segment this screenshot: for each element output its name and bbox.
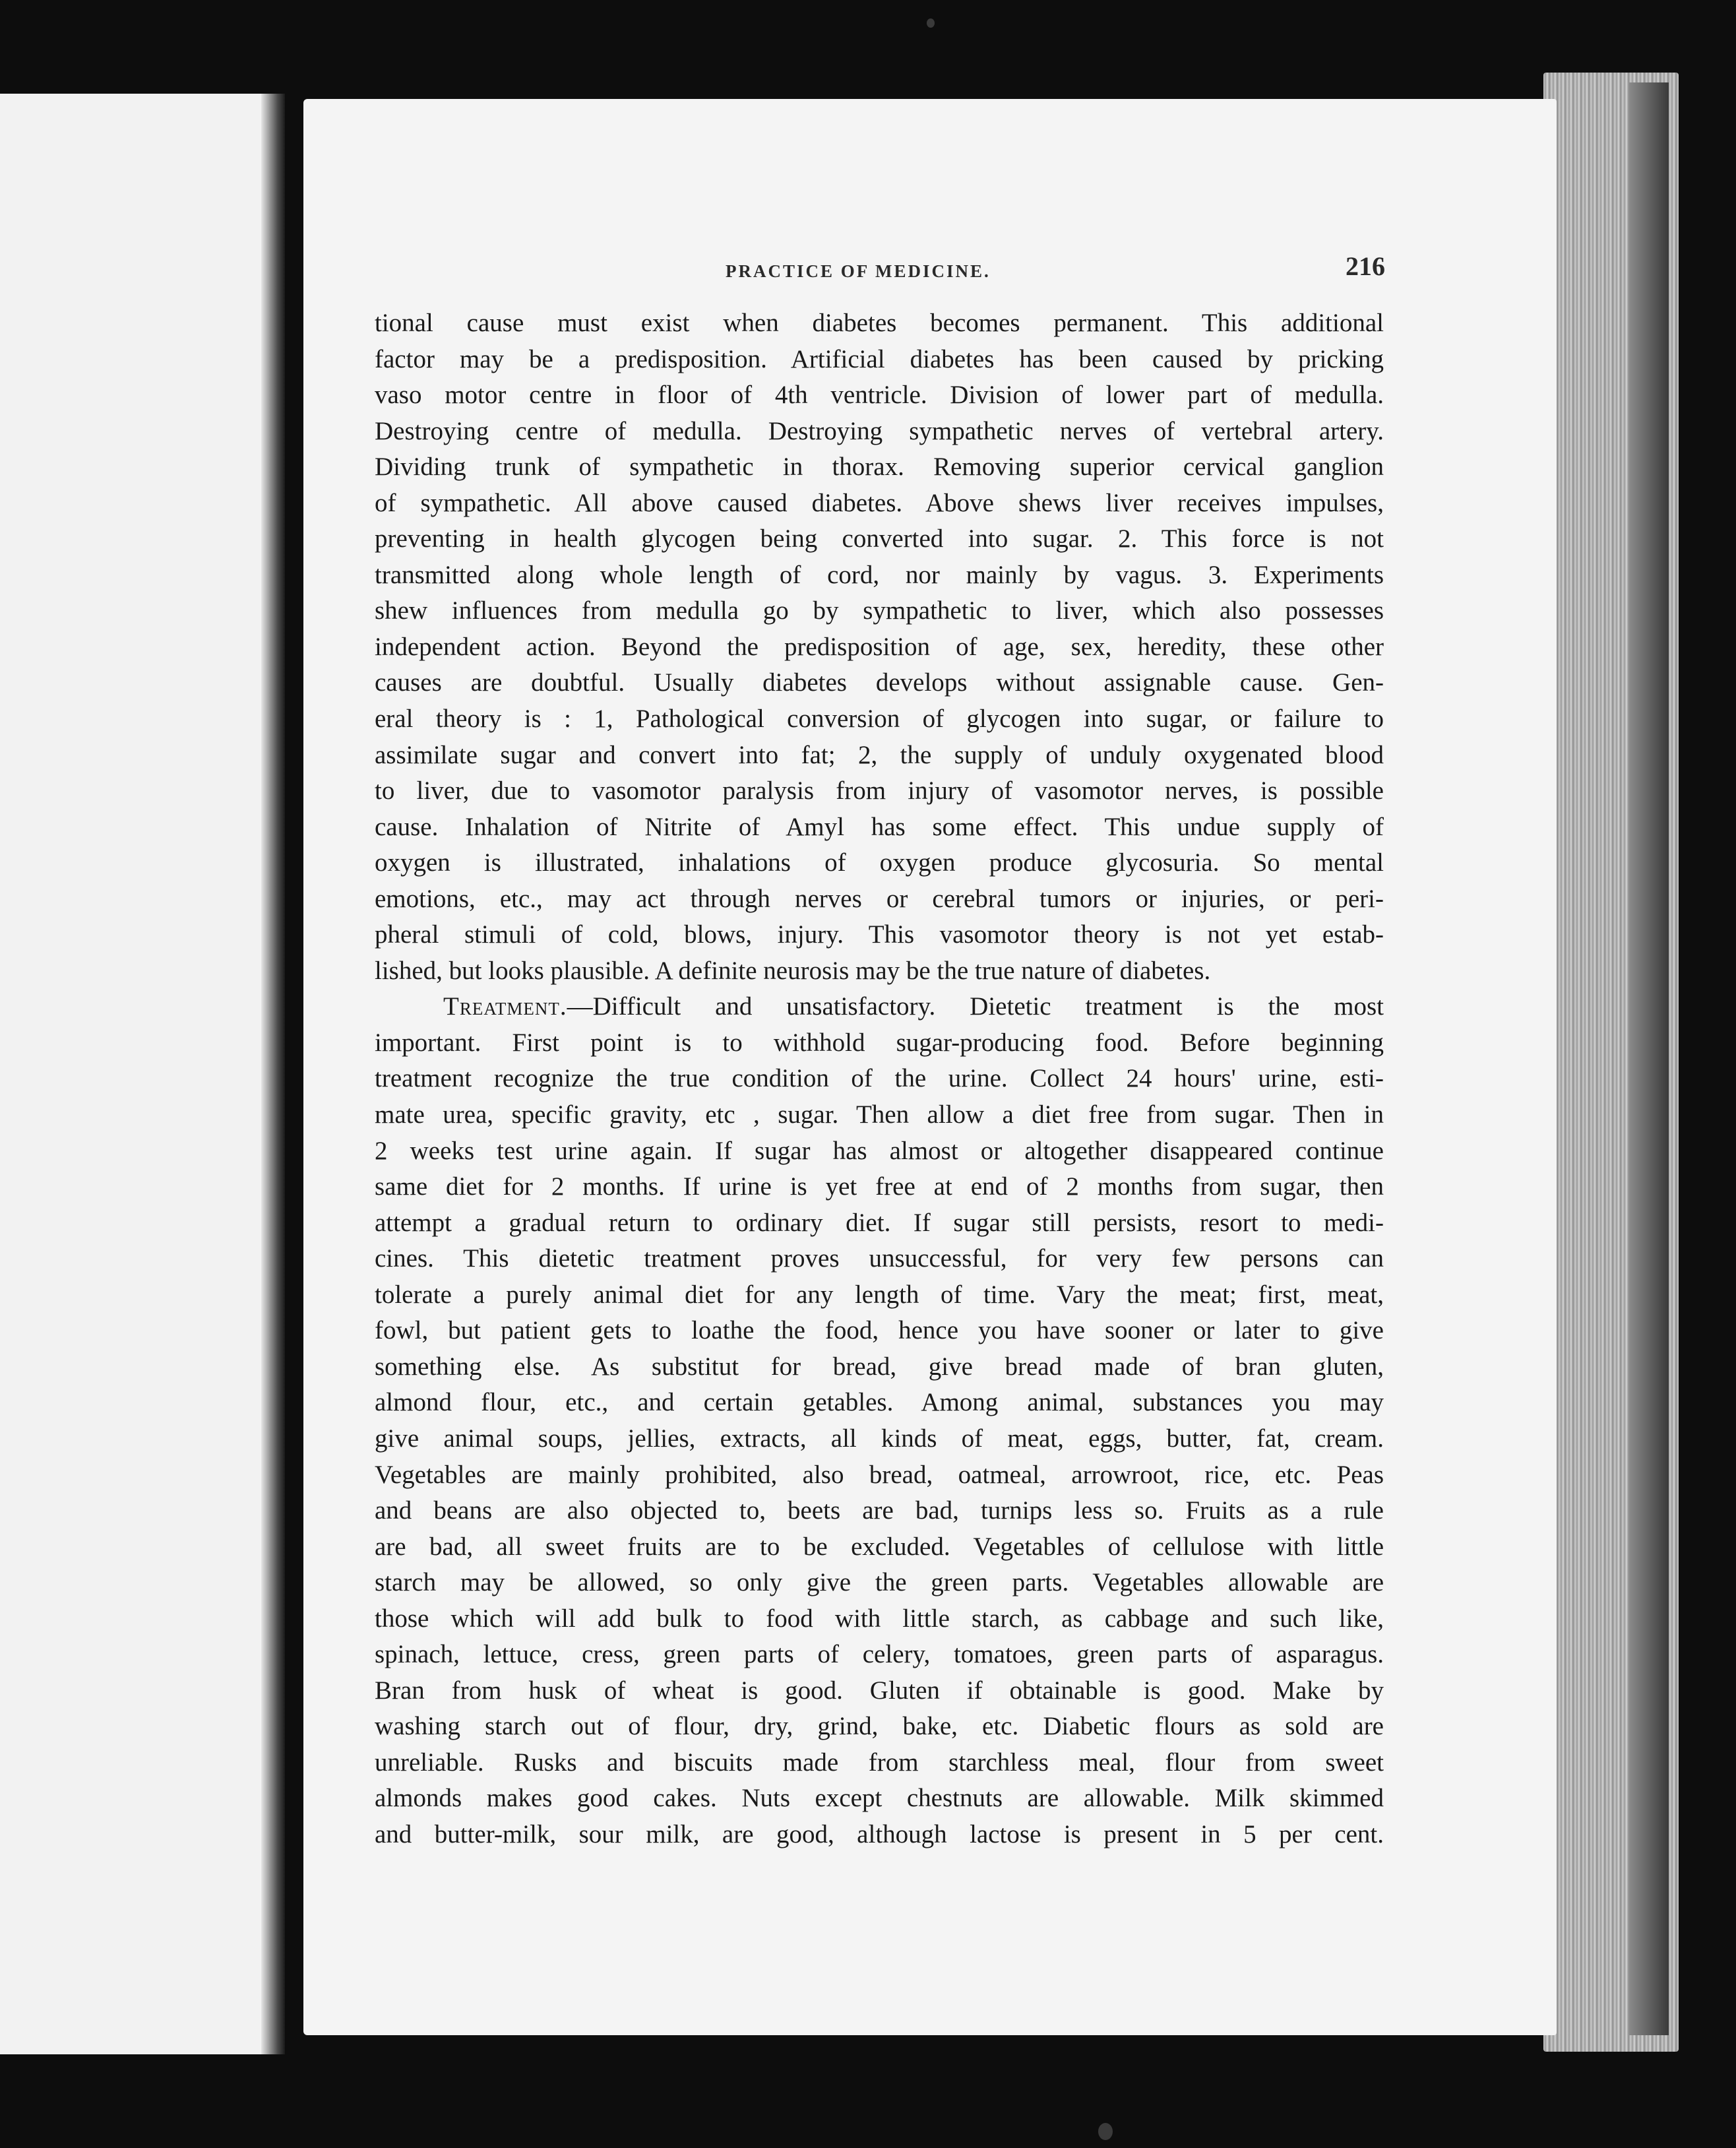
text-line: factor may be a predisposition. Artificial diabetes has been caused by pricking [375, 344, 1384, 373]
page-number: 216 [1346, 251, 1385, 281]
text-line: to liver, due to vasomotor paralysis from injury of vasomotor nerves, is possible [375, 776, 1384, 806]
text-line: Destroying centre of medulla. Destroying sympathetic nerves of vertebral artery. [375, 416, 1384, 445]
text-line: independent action. Beyond the predisposition of age, sex, heredity, these other [375, 632, 1384, 661]
text-line: fowl, but patient gets to loathe the food, hence you have sooner or later to give [375, 1316, 1384, 1345]
book-cover-edge [1629, 82, 1669, 2035]
gutter-shadow [261, 94, 285, 2054]
text-line: vaso motor centre in floor of 4th ventricle. Division of lower part of medulla. [375, 381, 1384, 410]
text-line: important. First point is to withhold sugar-producing food. Before beginning [375, 1028, 1384, 1057]
treatment-first-line [375, 989, 1384, 1025]
text-line: preventing in health glycogen being converted into sugar. 2. This force is not [375, 524, 1384, 553]
text-line: cines. This dietetic treatment proves unsuccessful, for very few persons can [375, 1244, 1384, 1273]
text-line: almonds makes good cakes. Nuts except chestnuts are allowable. Milk skimmed [375, 1784, 1384, 1813]
text-line: Bran from husk of wheat is good. Gluten if obtainable is good. Make by [375, 1676, 1384, 1705]
left-page [0, 94, 272, 2054]
text-line: Dividing trunk of sympathetic in thorax. Removing superior cervical ganglion [375, 453, 1384, 482]
text-line: and beans are also objected to, beets are bad, turnips less so. Fruits as a rule [375, 1496, 1384, 1525]
text-line: those which will add bulk to food with little starch, as cabbage and such like, [375, 1604, 1384, 1633]
text-line: Vegetables are mainly prohibited, also bread, oatmeal, arrowroot, rice, etc. Peas [375, 1460, 1384, 1489]
text-line: attempt a gradual return to ordinary diet. If sugar still persists, resort to medi- [375, 1208, 1384, 1237]
text-line: shew influences from medulla go by sympathetic to liver, which also possesses [375, 596, 1384, 625]
text-line: pheral stimuli of cold, blows, injury. This vasomotor theory is not yet estab- [375, 920, 1384, 949]
text-line: 2 weeks test urine again. If sugar has almost or altogether disappeared continue [375, 1136, 1384, 1165]
text-line: something else. As substitut for bread, give bread made of bran gluten, [375, 1352, 1384, 1381]
text-line: tional cause must exist when diabetes becomes permanent. This additional [375, 309, 1384, 337]
text-line: washing starch out of flour, dry, grind, bake, etc. Diabetic flours as sold are [375, 1712, 1384, 1741]
treatment-intro: —Difficult and unsatisfactory. Dietetic treatment is the most [567, 992, 1384, 1021]
text-line: cause. Inhalation of Nitrite of Amyl has some effect. This undue supply of [375, 812, 1384, 841]
treatment-heading: Treatment. [443, 992, 567, 1021]
text-line: of sympathetic. All above caused diabetes. Above shews liver receives impulses, [375, 488, 1384, 517]
text-line: tolerate a purely animal diet for any length of time. Vary the meat; first, meat, [375, 1280, 1384, 1309]
text-line: almond flour, etc., and certain getables. Among animal, substances you may [375, 1388, 1384, 1417]
paragraph-etiology [375, 305, 1384, 989]
text-line: starch may be allowed, so only give the green parts. Vegetables allowable are [375, 1568, 1384, 1597]
text-line: eral theory is : 1, Pathological conversion of glycogen into sugar, or failure to [375, 705, 1384, 734]
text-line: give animal soups, jellies, extracts, all kinds of meat, eggs, butter, fat, cream. [375, 1424, 1384, 1453]
text-line: assimilate sugar and convert into fat; 2, the supply of unduly oxygenated blood [375, 740, 1384, 769]
ink-speck [1098, 2123, 1113, 2140]
text-line: emotions, etc., may act through nerves or cerebral tumors or injuries, or peri- [375, 884, 1384, 913]
text-line: same diet for 2 months. If urine is yet free at end of 2 months from sugar, then [375, 1172, 1384, 1201]
text-line: transmitted along whole length of cord, nor mainly by vagus. 3. Experiments [375, 560, 1384, 589]
running-head: PRACTICE OF MEDICINE. [726, 261, 991, 281]
ink-speck [927, 18, 935, 28]
text-line: lished, but looks plausible. A definite neurosis may be the true nature of diabetes. [375, 956, 1211, 985]
body-text [375, 305, 1384, 1853]
text-line: oxygen is illustrated, inhalations of oxygen produce glycosuria. So mental [375, 848, 1384, 877]
text-line: and butter-milk, sour milk, are good, although lactose is present in 5 per cent. [375, 1819, 1384, 1848]
text-line: treatment recognize the true condition of the urine. Collect 24 hours' urine, esti- [375, 1064, 1384, 1093]
text-line: unreliable. Rusks and biscuits made from starchless meal, flour from sweet [375, 1748, 1384, 1777]
text-line: causes are doubtful. Usually diabetes develops without assignable cause. Gen- [375, 668, 1384, 697]
text-line: are bad, all sweet fruits are to be excluded. Vegetables of cellulose with little [375, 1532, 1384, 1561]
paragraph-treatment [375, 989, 1384, 1852]
text-line: spinach, lettuce, cress, green parts of celery, tomatoes, green parts of asparagus. [375, 1640, 1384, 1669]
text-line: mate urea, specific gravity, etc , sugar. Then allow a diet free from sugar. Then in [375, 1100, 1384, 1129]
